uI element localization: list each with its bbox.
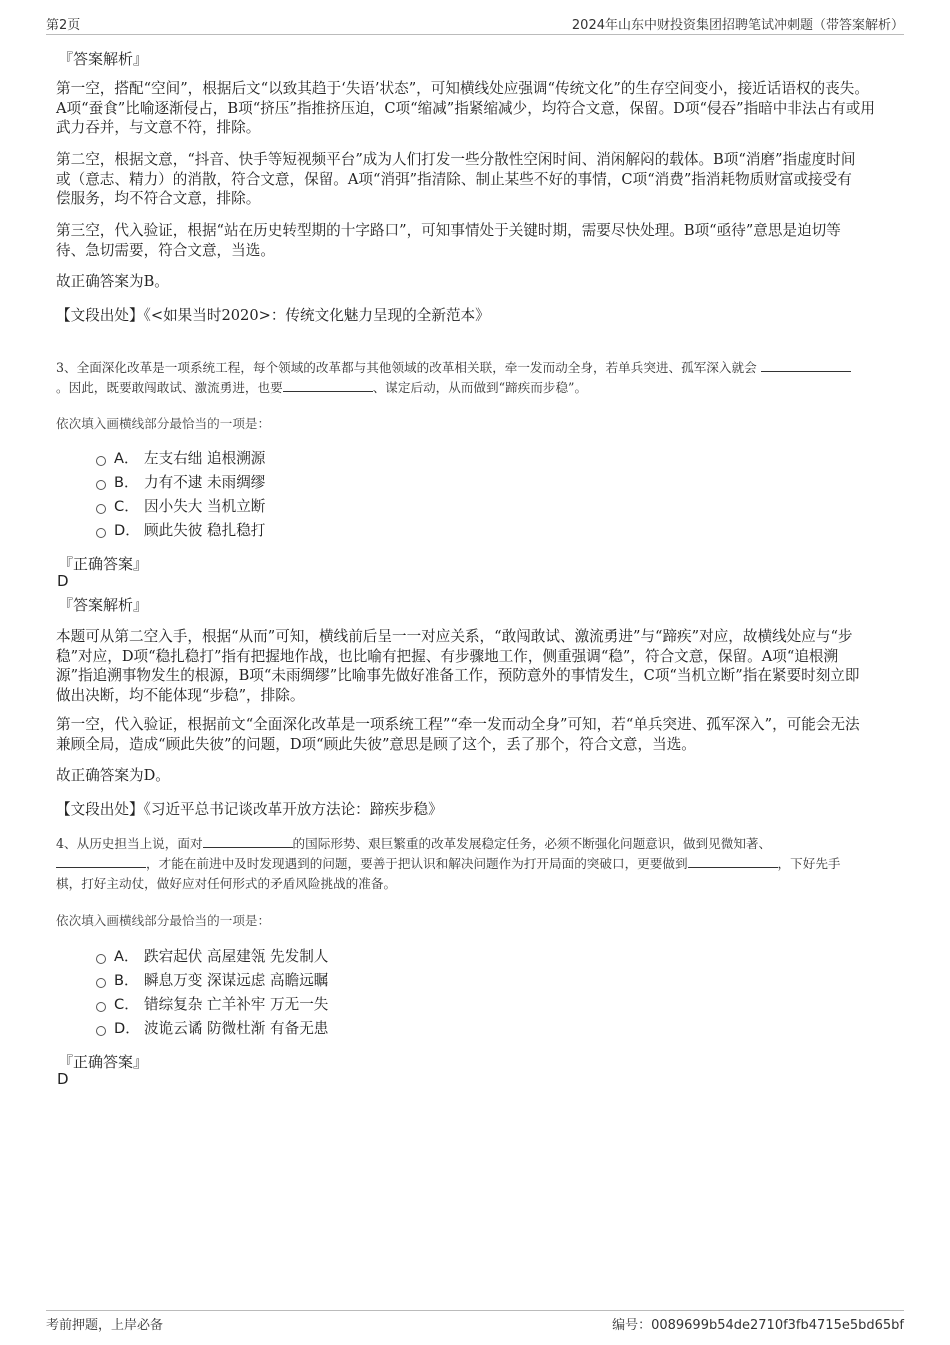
option-text: 因小失大 当机立断 [144,498,266,515]
q4-stem [56,834,900,894]
option-letter: B． [114,474,139,491]
option-text: 力有不逮 未雨绸缪 [144,474,266,491]
text-line: 做出决断，均不能体现“步稳”，排除。 [56,686,305,704]
answer-blank-2 [56,855,146,868]
option-letter: D． [114,1020,140,1037]
page-footer [46,1310,904,1337]
text-line: 第三空，代入验证，根据“站在历史转型期的十字路口”，可知事情处于关键时期，需要尽快处理。B项“亟待”意思是迫切等 [56,222,841,239]
document-title: 2024年山东中财投资集团招聘笔试冲刺题（带答案解析） [571,18,904,33]
footer-slogan: 考前押题，上岸必备 [46,1318,164,1333]
q2-analysis-paragraph-3 [56,221,888,260]
radio-button[interactable] [96,528,106,538]
answer-blank-2 [283,379,373,392]
document-serial: 编号：0089699b54de2710f3fb4715e5bd65bf [612,1318,904,1333]
q2-analysis-paragraph-1 [56,79,888,138]
option-letter: B． [114,972,139,989]
radio-button[interactable] [96,954,106,964]
option-c[interactable] [96,495,265,519]
text-line: 兼顾全局，造成“顾此失彼”的问题，D项“顾此失彼”意思是顾了这个，丢了那个，符合文意，当选。 [56,735,696,753]
q4-options [96,945,328,1041]
stem-text: 棋，打好主动仗，做好应对任何形式的矛盾风险挑战的准备。 [56,876,397,891]
option-d[interactable] [96,519,265,543]
stem-text: 的国际形势、艰巨繁重的改革发展稳定任务，必须不断强化问题意识，做到见微知著、 [292,836,772,851]
text-line: 第二空，根据文意，“抖音、快手等短视频平台”成为人们打发一些分散性空闲时间、消闲解闷的载体。B项“消磨”指虚度时间 [56,151,856,168]
q2-analysis-paragraph-2 [56,150,888,209]
option-text: 顾此失彼 稳扎稳打 [144,522,266,539]
q2-analysis-label: 『答案解析』 [58,50,149,68]
stem-text: ，下好先手 [777,856,841,871]
text-line: 第一空，代入验证，根据前文“全面深化改革是一项系统工程”“牵一发而动全身”可知，若“单兵突进、孤军深入”，可能会无法 [56,716,860,733]
q4-answer-label: 『正确答案』 [58,1053,149,1071]
option-letter: D． [114,522,140,539]
q3-analysis-paragraph-2 [56,715,888,754]
option-text: 左支右绌 追根溯源 [144,450,266,467]
stem-text: 4、从历史担当上说，面对 [56,836,203,851]
radio-button[interactable] [96,978,106,988]
option-letter: A． [114,450,139,467]
answer-blank-1 [203,835,293,848]
q3-options [96,447,265,543]
q4-answer: D [57,1070,69,1088]
text-line: 武力吞并，与文意不符，排除。 [56,119,261,137]
page-number: 第2页 [46,18,81,33]
option-text: 跌宕起伏 高屋建瓴 先发制人 [144,948,329,965]
option-letter: C． [114,498,139,515]
q2-conclusion: 故正确答案为B。 [56,273,169,290]
q4-prompt: 依次填入画横线部分最恰当的一项是： [56,913,271,928]
option-b[interactable] [96,471,265,495]
q3-answer: D [57,572,69,590]
option-letter: A． [114,948,139,965]
option-c[interactable] [96,993,328,1017]
radio-button[interactable] [96,1026,106,1036]
text-line: 源”指追溯事物发生的根源，B项“未雨绸缪”比喻事先做好准备工作，预防意外的事情发生，C项“当机立断”指在紧要时刻立即 [56,667,860,685]
option-b[interactable] [96,969,328,993]
text-line: A项“蚕食”比喻逐渐侵占，B项“挤压”指推挤压迫，C项“缩减”指紧缩减少，均符合文意，保留。D项“侵吞”指暗中非法占有或用 [56,99,875,117]
q3-stem [56,358,900,398]
answer-blank-3 [688,855,778,868]
option-text: 瞬息万变 深谋远虑 高瞻远瞩 [144,972,329,989]
q3-analysis-paragraph-1 [56,627,888,705]
text-line: 第一空，搭配“空间”，根据后文“以致其趋于‘失语’状态”，可知横线处应强调“传统文化”的生存空间变小，接近话语权的丧失。 [56,80,869,97]
radio-button[interactable] [96,480,106,490]
q3-analysis-label: 『答案解析』 [58,596,149,614]
text-line: 本题可从第二空入手，根据“从而”可知，横线前后呈一一对应关系，“敢闯敢试、激流勇进”与“蹄疾”对应，故横线处应与“步 [56,628,853,645]
q3-answer-label: 『正确答案』 [58,555,149,573]
q3-conclusion: 故正确答案为D。 [56,767,170,784]
stem-text: 3、全面深化改革是一项系统工程，每个领域的改革都与其他领域的改革相关联，牵一发而动全身，若单兵突进、孤军深入就会 [56,360,757,375]
radio-button[interactable] [96,504,106,514]
option-d[interactable] [96,1017,328,1041]
stem-text: 。因此，既要敢闯敢试、激流勇进，也要 [56,380,283,395]
option-text: 波诡云谲 防微杜渐 有备无患 [144,1020,329,1037]
option-a[interactable] [96,447,265,471]
text-line: 偿服务，均不符合文意，排除。 [56,190,261,208]
option-letter: C． [114,996,139,1013]
q3-source: 【文段出处】《习近平总书记谈改革开放方法论：蹄疾步稳》 [56,801,443,818]
page-header [46,12,904,35]
option-text: 错综复杂 亡羊补牢 万无一失 [144,996,329,1013]
text-line: 稳”对应，D项“稳扎稳打”指有把握地作战，也比喻有把握、有步骤地工作，侧重强调“稳”，符合文意，保留。A项“追根溯 [56,647,839,665]
q3-prompt: 依次填入画横线部分最恰当的一项是： [56,416,271,431]
stem-text: 、谋定后动，从而做到“蹄疾而步稳”。 [372,380,588,395]
radio-button[interactable] [96,1002,106,1012]
text-line: 待、急切需要，符合文意，当选。 [56,241,275,259]
radio-button[interactable] [96,456,106,466]
text-line: 或（意志、精力）的消散，符合文意，保留。A项“消弭”指清除、制止某些不好的事情，C项“消费”指消耗物质财富或接受有 [56,170,852,188]
answer-blank-1 [761,359,851,372]
option-a[interactable] [96,945,328,969]
stem-text: ，才能在前进中及时发现遇到的问题，要善于把认识和解决问题作为打开局面的突破口，更要做到 [146,856,688,871]
q2-source: 【文段出处】《<如果当时2020>：传统文化魅力呈现的全新范本》 [56,307,490,324]
